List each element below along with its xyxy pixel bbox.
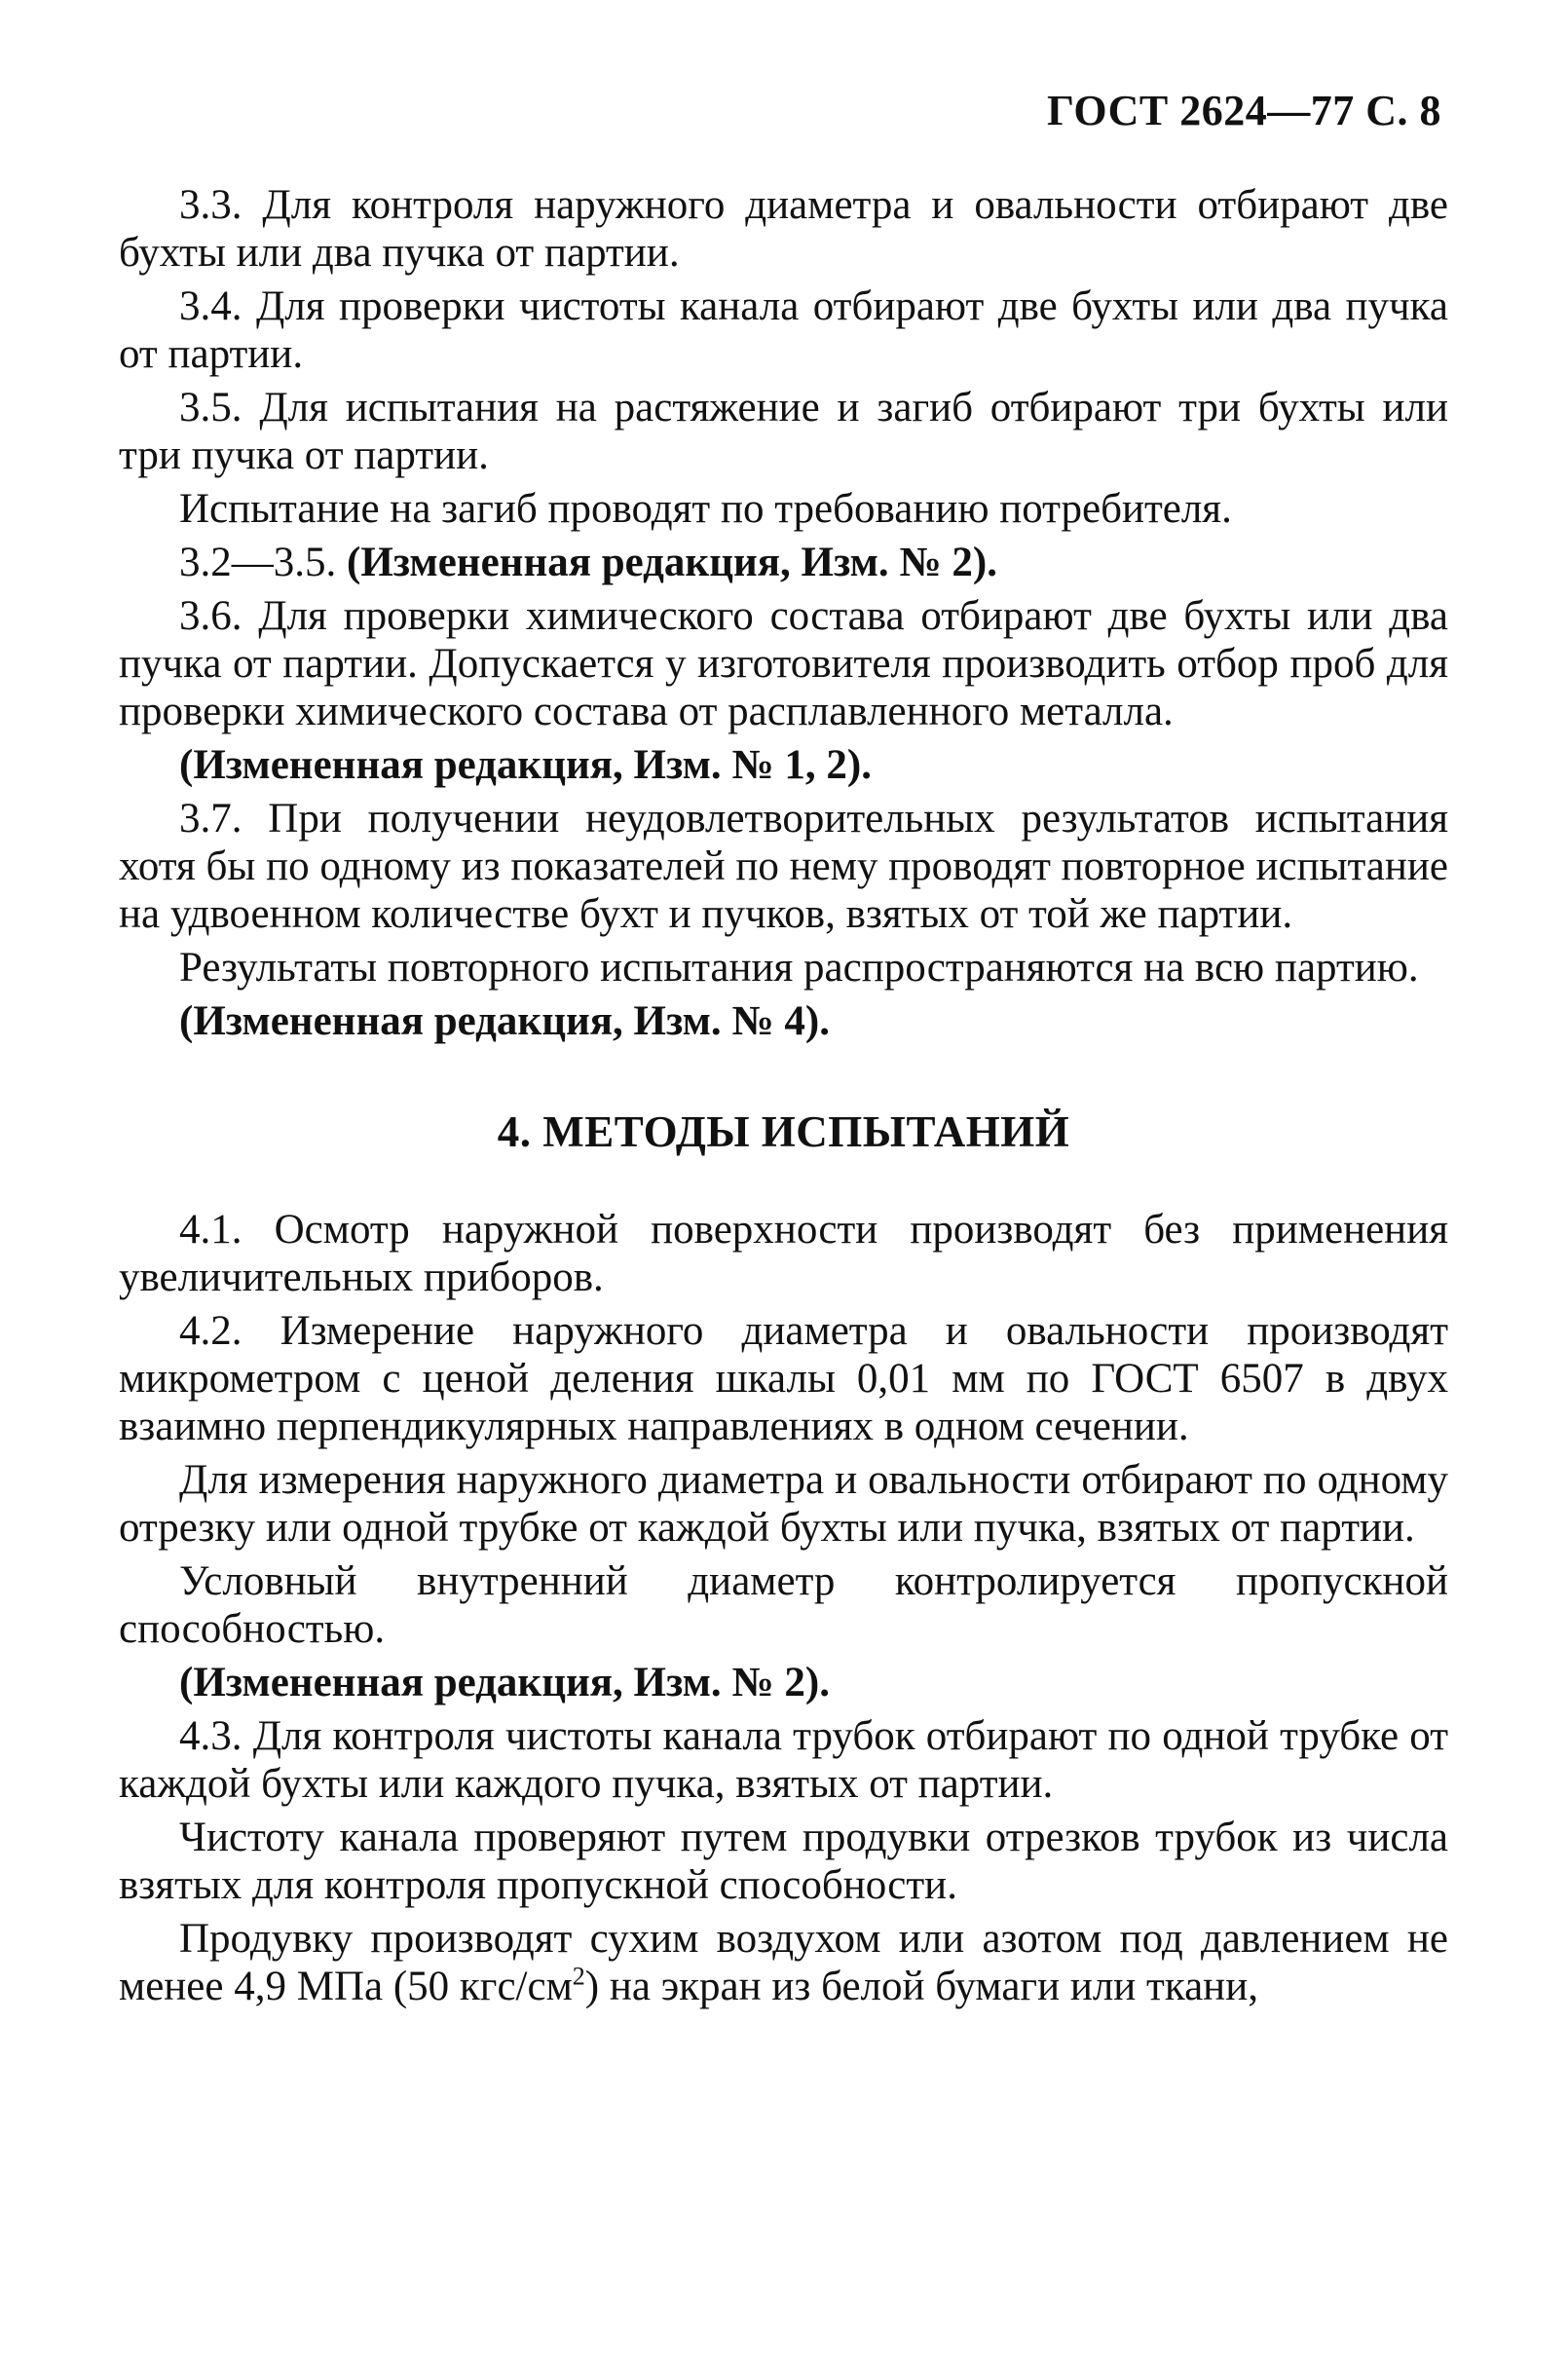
section-3-paragraph xyxy=(119,181,1448,277)
section-3-paragraph xyxy=(119,592,1448,735)
section-3-paragraph xyxy=(119,282,1448,378)
paragraph-text: 3.3. Для контроля наружного диаметра и овальности отбирают две бухты или два пучка от партии. xyxy=(119,182,1448,276)
paragraph-blowing-test xyxy=(119,1915,1448,2010)
paragraph-text: Результаты повторного испытания распространяются на всю партию. xyxy=(179,945,1419,991)
section-3-paragraph xyxy=(119,944,1448,992)
paragraph-text: Для измерения наружного диаметра и овальности отбирают по одному отрезку или одной трубке от каждой бухты или пучка, взятых от партии. xyxy=(119,1457,1448,1551)
section-4-paragraph xyxy=(119,1814,1448,1909)
paragraph-number: 3.2—3.5. xyxy=(179,540,347,585)
section-4-paragraph xyxy=(119,1307,1448,1450)
paragraph-text: 3.5. Для испытания на растяжение и загиб отбирают три бухты или три пучка от партии. xyxy=(119,385,1448,478)
amendment-note: (Измененная редакция, Изм. № 1, 2). xyxy=(179,742,872,788)
section-3-paragraph xyxy=(119,997,1448,1045)
section-4-paragraph xyxy=(119,1456,1448,1552)
paragraph-text: 4.3. Для контроля чистоты канала трубок отбирают по одной трубке от каждой бухты или каждого пучка, взятых от партии. xyxy=(119,1713,1448,1807)
paragraph-text: Условный внутренний диаметр контролируется пропускной способностью. xyxy=(119,1558,1448,1652)
paragraph-text: 4.1. Осмотр наружной поверхности производят без применения увеличительных приборов. xyxy=(119,1207,1448,1300)
section-3-paragraph xyxy=(119,384,1448,479)
paragraph-text: 3.4. Для проверки чистоты канала отбирают две бухты или два пучка от партии. xyxy=(119,283,1448,377)
section-4-paragraphs xyxy=(119,1206,1448,1909)
paragraph-text: Чистоту канала проверяют путем продувки отрезков трубок из числа взятых для контроля пропускной способности. xyxy=(119,1815,1448,1908)
section-4-paragraph xyxy=(119,1557,1448,1653)
section-4-paragraph xyxy=(119,1659,1448,1706)
section-3-paragraphs xyxy=(119,181,1448,1045)
amendment-note: (Измененная редакция, Изм. № 2). xyxy=(347,540,997,585)
section-title: 4. МЕТОДЫ ИСПЫТАНИЙ xyxy=(497,1107,1070,1156)
paragraph-text: 3.6. Для проверки химического состава отбирают две бухты или два пучка от партии. Допускается у изготовителя производить отбор проб для проверки химического состава от расплавленного металла. xyxy=(119,593,1448,734)
section-3-paragraph xyxy=(119,741,1448,789)
paragraph-text: Продувку производят сухим воздухом или азотом под давлением не менее 4,9 МПа (50 кгс/см xyxy=(119,1916,1448,2009)
superscript: 2 xyxy=(572,1962,585,1991)
paragraph-text: 4.2. Измерение наружного диаметра и овальности производят микрометром с ценой деления шкалы 0,01 мм по ГОСТ 6507 в двух взаимно перпендикулярных направлениях в одном сечении. xyxy=(119,1308,1448,1449)
paragraph-text-continued: ) на экран из белой бумаги или ткани, xyxy=(584,1964,1258,2009)
amendment-note: (Измененная редакция, Изм. № 2). xyxy=(179,1660,830,1705)
section-3-paragraph xyxy=(119,795,1448,938)
section-3-paragraph xyxy=(119,539,1448,586)
running-head: ГОСТ 2624—77 С. 8 xyxy=(1046,87,1441,134)
paragraph-text: Испытание на загиб проводят по требованию потребителя. xyxy=(179,486,1232,532)
document-body xyxy=(119,181,1448,2016)
section-4-paragraph xyxy=(119,1206,1448,1301)
paragraph-text: 3.7. При получении неудовлетворительных результатов испытания хотя бы по одному из показателей по нему проводят повторное испытание на удвоенном количестве бухт и пучков, взятых от той же партии. xyxy=(119,796,1448,937)
section-3-paragraph xyxy=(119,485,1448,533)
amendment-note: (Измененная редакция, Изм. № 4). xyxy=(179,998,830,1044)
section-4-paragraph xyxy=(119,1712,1448,1808)
